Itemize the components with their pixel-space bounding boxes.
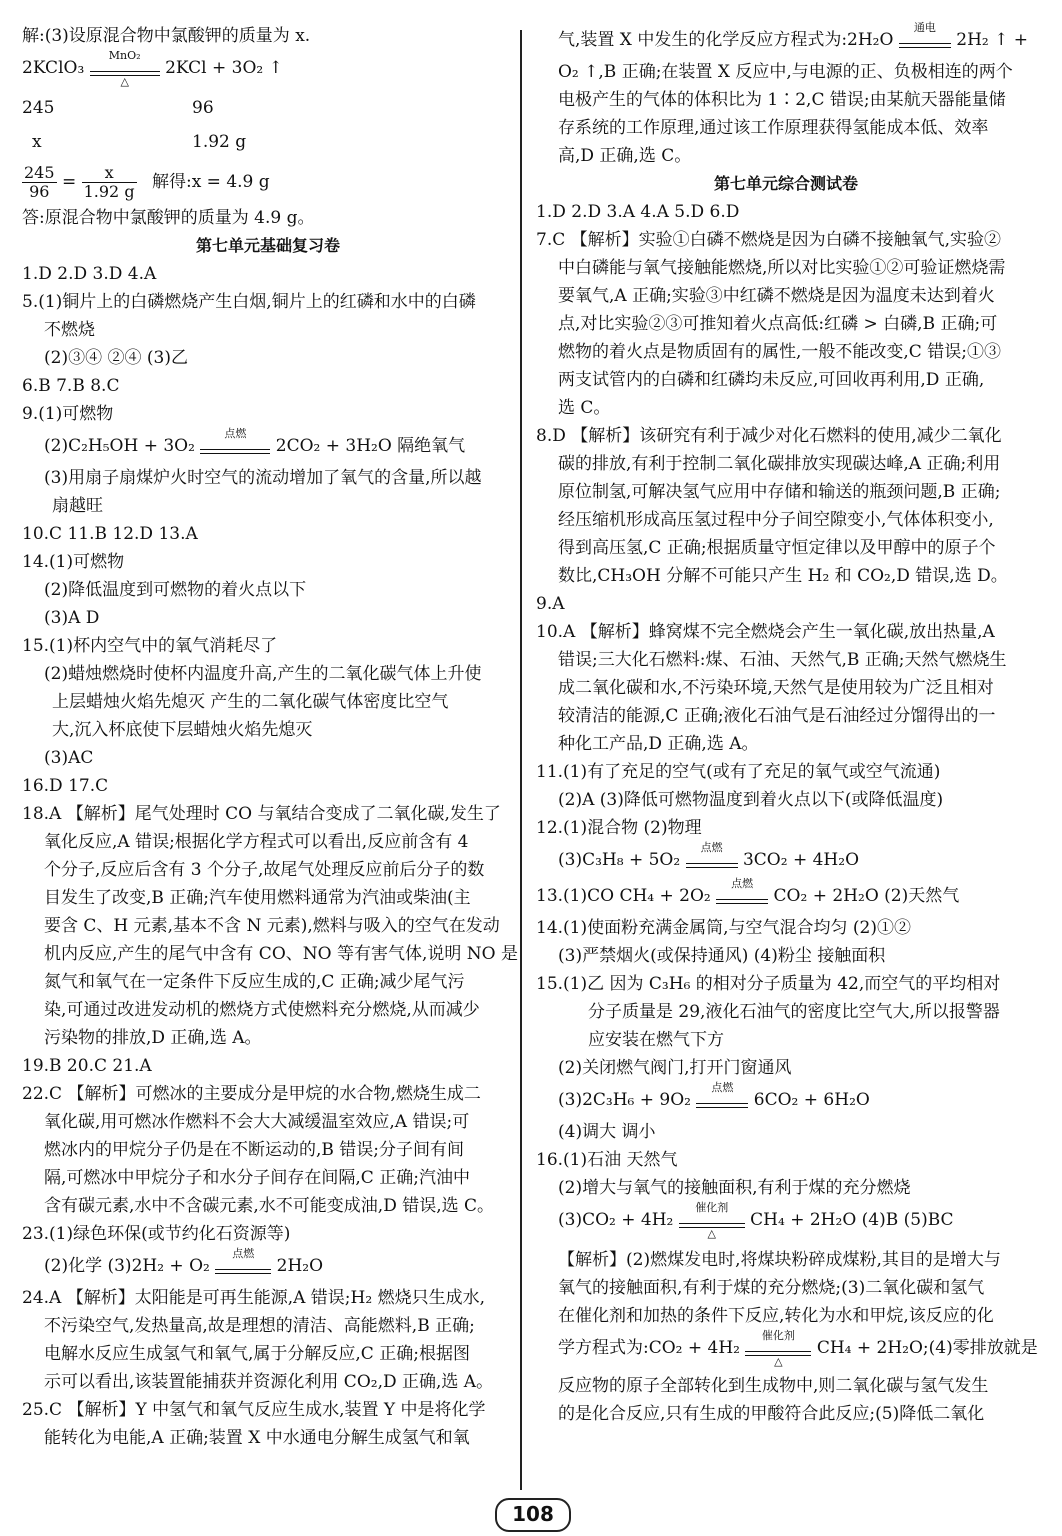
reaction-arrow [90,49,160,88]
answer-line: 12.(1)混合物 (2)物理 [536,818,702,838]
answer-line: 个分子,反应后含有 3 个分子,故尾气处理反应前后分子的数 [44,860,485,880]
equation-reactants: (3)2C₃H₆ + 9O₂ [558,1090,691,1110]
equation-products: 6CO₂ + 6H₂O [753,1090,870,1110]
answer-line: (2)增大与氧气的接触面积,有利于煤的充分燃烧 [558,1178,911,1198]
reaction-arrow [745,1329,811,1368]
reaction-arrow [899,21,951,48]
answer-line: 机内反应,产生的尾气中含有 CO、NO 等有害气体,说明 NO 是 [44,944,518,964]
answer-line: 目发生了改变,B 正确;汽车使用燃料通常为汽油或柴油(主 [44,888,471,908]
answer-line: 氧化碳,用可燃冰作燃料不会大大减缓温室效应,A 错误;可 [44,1112,470,1132]
ratio-row [22,128,514,156]
reaction-condition: 点燃 [232,1247,255,1260]
answer-line: 氧化反应,A 错误;根据化学方程式可以看出,反应前含有 4 [44,832,469,852]
chemical-equation [536,1202,1036,1238]
answer-line: 染,可通过改进发动机的燃烧方式使燃料充分燃烧,从而减少 [44,1000,480,1020]
text-line: 解:(3)设原混合物中氯酸钾的质量为 x. [22,26,311,46]
answer-line: 答:原混合物中氯酸钾的质量为 4.9 g。 [22,208,315,228]
answer-line: 14.(1)使面粉充满金属筒,与空气混合均匀 (2)①② [536,918,912,938]
ratio-value: 245 [22,98,55,118]
answer-line: 错误;三大化石燃料:煤、石油、天然气,B 正确;天然气燃烧生 [558,650,1007,670]
answer-line: (2)③④ ②④ (3)乙 [44,348,188,368]
equation-products: CH₄ + 2H₂O (4)B (5)BC [750,1210,954,1230]
page-number: 108 [495,1498,571,1532]
reaction-condition: MnO₂ [108,49,141,62]
answer-line: 反应物的原子全部转化到生成物中,则二氧化碳与氢气发生 [558,1376,989,1396]
reaction-condition: △ [707,1227,716,1240]
answer-line: 扇越旺 [52,496,103,516]
equation-reactants: 2KClO₃ [22,58,85,78]
ratio-value: x [32,132,42,152]
answer-line: 1.D 2.D 3.A 4.A 5.D 6.D [536,202,740,222]
reaction-condition: 点燃 [711,1081,734,1094]
answer-line: 19.B 20.C 21.A [22,1056,152,1076]
answer-line: 示可以看出,该装置能捕获并资源化利用 CO₂,D 正确,选 A。 [44,1372,494,1392]
answer-line: 16.D 17.C [22,776,109,796]
answer-line: 23.(1)绿色环保(或节约化石资源等) [22,1224,291,1244]
answer-line: 15.(1)杯内空气中的氧气消耗尽了 [22,636,278,656]
reaction-condition: 催化剂 [761,1329,795,1342]
answer-line: 点,对比实验②③可推知着火点高低:红磷 > 白磷,B 正确;可 [558,314,998,334]
reaction-condition: 点燃 [731,877,754,890]
answer-line: 种化工产品,D 正确,选 A。 [558,734,759,754]
answer-line: 要含 C、H 元素,基本不含 N 元素),燃料与吸入的空气在发动 [44,916,500,936]
reaction-arrow [200,427,270,454]
answer-line: 的是化合反应,只有生成的甲酸符合此反应;(5)降低二氧化 [558,1404,985,1424]
answer-line: 要氧气,A 正确;实验③中红磷不燃烧是因为温度未达到着火 [558,286,995,306]
answer-line: 9.(1)可燃物 [22,404,114,424]
answer-line: 氮气和氧气在一定条件下反应生成的,C 正确;减少尾气污 [44,972,465,992]
reaction-condition: 通电 [913,21,936,34]
answer-line: (3)A D [44,608,100,628]
ratio-value: 96 [192,98,214,118]
section-heading: 第七单元综合测试卷 [713,174,858,193]
answer-line: 18.A 【解析】尾气处理时 CO 与氧结合变成了二氧化碳,发生了 [22,804,501,824]
answer-line: 选 C。 [558,398,611,418]
answer-line: 6.B 7.B 8.C [22,376,120,396]
denominator: 96 [29,182,50,201]
equation-reactants: (2)C₂H₅OH + 3O₂ [44,436,195,456]
answer-line: 原位制氢,可解决氢气应用中存储和输送的瓶颈问题,B 正确; [558,482,1001,502]
answer-line: 16.(1)石油 天然气 [536,1150,678,1170]
answer-line: 8.D 【解析】该研究有利于减少对化石燃料的使用,减少二氧化 [536,426,1002,446]
answer-line: (2)A (3)降低可燃物温度到着火点以下(或降低温度) [558,790,944,810]
answer-line: 22.C 【解析】可燃冰的主要成分是甲烷的水合物,燃烧生成二 [22,1084,481,1104]
chemical-equation [536,22,1036,58]
answer-line: 分子质量是 29,液化石油气的密度比空气大,所以报警器 [588,1002,1000,1022]
equation-products: CO₂ + 2H₂O (2)天然气 [773,886,960,906]
equation-reactants: 13.(1)CO CH₄ + 2O₂ [536,886,711,906]
ratio-value: 1.92 g [192,132,247,152]
answer-line: 9.A [536,594,565,614]
left-column [22,22,518,1452]
answer-line: 【解析】(2)燃煤发电时,将煤块粉碎成煤粉,其目的是增大与 [558,1250,1001,1270]
reaction-condition: 点燃 [700,841,723,854]
reaction-condition: △ [774,1355,783,1368]
chemical-equation [536,878,1036,914]
answer-line: 存系统的工作原理,通过该工作原理获得氢能成本低、效率 [558,118,989,138]
answer-line: 氧气的接触面积,有利于煤的充分燃烧;(3)二氧化碳和氢气 [558,1278,985,1298]
answer-line: 含有碳元素,水中不含碳元素,水不可能变成油,D 错误,选 C。 [44,1196,495,1216]
column-divider [520,30,522,1490]
proportion-equation [22,160,514,204]
answer-line: 24.A 【解析】太阳能是可再生能源,A 错误;H₂ 燃烧只生成水, [22,1288,485,1308]
reaction-arrow [215,1247,271,1274]
reaction-condition: 催化剂 [695,1201,729,1214]
answer-line: 高,D 正确,选 C。 [558,146,692,166]
numerator: x [82,164,137,183]
answer-line: 15.(1)乙 因为 C₃H₆ 的相对分子质量为 42,而空气的平均相对 [536,974,1001,994]
answer-line: (4)调大 调小 [558,1122,656,1142]
answer-line: 上层蜡烛火焰先熄灭 产生的二氧化碳气体密度比空气 [52,692,449,712]
section-heading: 第七单元基础复习卷 [195,236,340,255]
answer-line: 5.(1)铜片上的白磷燃烧产生白烟,铜片上的红磷和水中的白磷 [22,292,476,312]
equation-reactants: (2)化学 (3)2H₂ + O₂ [44,1256,210,1276]
reaction-condition: 点燃 [224,427,247,440]
answer-line: 7.C 【解析】实验①白磷不燃烧是因为白磷不接触氧气,实验② [536,230,1002,250]
answer-line: 较清洁的能源,C 正确;液化石油气是石油经过分馏得出的一 [558,706,996,726]
equation-reactants: 学方程式为:CO₂ + 4H₂ [558,1338,740,1358]
equation-products: 2H₂O [276,1256,324,1276]
right-column [536,22,1036,1428]
reaction-arrow [696,1081,748,1108]
equation-products: 2CO₂ + 3H₂O 隔绝氧气 [275,436,466,456]
answer-line: 燃冰内的甲烷分子仍是在不断运动的,B 错误;分子间有间 [44,1140,465,1160]
answer-line: 经压缩机形成高压氢过程中分子间空隙变小,气体体积变小, [558,510,994,530]
answer-line: 得到高压氢,C 正确;根据质量守恒定律以及甲醇中的原子个 [558,538,996,558]
answer-line: 电解水反应生成氢气和氧气,属于分解反应,C 正确;根据图 [44,1344,470,1364]
answer-line: 大,沉入杯底使下层蜡烛火焰先熄灭 [52,720,313,740]
chemical-equation [22,50,514,86]
answer-line: 不污染空气,发热量高,故是理想的清洁、高能燃料,B 正确; [44,1316,475,1336]
reaction-condition: △ [120,75,129,88]
equation-reactants: 气,装置 X 中发生的化学反应方程式为:2H₂O [558,30,894,50]
equation-products: 2KCl + 3O₂ ↑ [165,58,283,78]
answer-line: 在催化剂和加热的条件下反应,转化为水和甲烷,该反应的化 [558,1306,994,1326]
answer-line: 1.D 2.D 3.D 4.A [22,264,157,284]
answer-line: 碳的排放,有利于控制二氧化碳排放实现碳达峰,A 正确;利用 [558,454,1001,474]
chemical-equation [536,1330,1036,1366]
reaction-arrow [679,1201,745,1240]
answer-line: 数比,CH₃OH 分解不可能只产生 H₂ 和 CO₂,D 错误,选 D。 [558,566,1008,586]
equation-products: CH₄ + 2H₂O;(4)零排放就是 [816,1338,1038,1358]
denominator: 1.92 g [83,182,135,201]
answer-line: 电极产生的气体的体积比为 1∶2,C 错误;由某航天器能量储 [558,90,1006,110]
answer-line: 14.(1)可燃物 [22,552,125,572]
answer-line: O₂ ↑,B 正确;在装置 X 反应中,与电源的正、负极相连的两个 [558,62,1013,82]
answer-line: 10.C 11.B 12.D 13.A [22,524,198,544]
answer-line: 10.A 【解析】蜂窝煤不完全燃烧会产生一氧化碳,放出热量,A [536,622,995,642]
equation-products: 2H₂ ↑ + [956,30,1029,50]
answer-line: (2)蜡烛燃烧时使杯内温度升高,产生的二氧化碳气体上升使 [44,664,482,684]
answer-line: 燃物的着火点是物质固有的属性,一般不能改变,C 错误;①③ [558,342,1001,362]
numerator: 245 [24,163,55,182]
answer-line: 成二氧化碳和水,不污染环境,天然气是使用较为广泛且相对 [558,678,994,698]
answer-line: (2)降低温度到可燃物的着火点以下 [44,580,307,600]
chemical-equation [536,842,1036,878]
ratio-row [22,94,514,122]
equation-reactants: (3)C₃H₈ + 5O₂ [558,850,681,870]
chemical-equation [22,428,514,464]
equation-products: 3CO₂ + 4H₂O [742,850,860,870]
chemical-equation [22,1248,514,1284]
answer-line: 污染物的排放,D 正确,选 A。 [44,1028,262,1048]
reaction-arrow [716,877,768,904]
answer-line: 能转化为电能,A 正确;装置 X 中水通电分解生成氢气和氧 [44,1428,470,1448]
fraction [82,164,137,201]
answer-line: (3)用扇子扇煤炉火时空气的流动增加了氧气的含量,所以越 [44,468,482,488]
fraction [22,164,57,201]
answer-line: 隔,可燃冰中甲烷分子和水分子间存在间隔,C 正确;汽油中 [44,1168,470,1188]
reaction-arrow [686,841,738,868]
answer-line: 应安装在燃气下方 [588,1030,724,1050]
answer-line: 不燃烧 [44,320,95,340]
equation-reactants: (3)CO₂ + 4H₂ [558,1210,674,1230]
answer-line: 11.(1)有了充足的空气(或有了充足的氧气或空气流通) [536,762,941,782]
answer-line: (3)严禁烟火(或保持通风) (4)粉尘 接触面积 [558,946,886,966]
chemical-equation [536,1082,1036,1118]
answer-line: 中白磷能与氧气接触能燃烧,所以对比实验①②可验证燃烧需 [558,258,1006,278]
answer-line: (2)关闭燃气阀门,打开门窗通风 [558,1058,792,1078]
answer-line: 两支试管内的白磷和红磷均未反应,可回收再利用,D 正确, [558,370,985,390]
equals-sign: = [61,172,77,192]
answer-line: (3)AC [44,748,94,768]
answer-line: 25.C 【解析】Y 中氢气和氧气反应生成水,装置 Y 中是将化学 [22,1400,486,1420]
solution-text: 解得:x = 4.9 g [151,172,270,192]
